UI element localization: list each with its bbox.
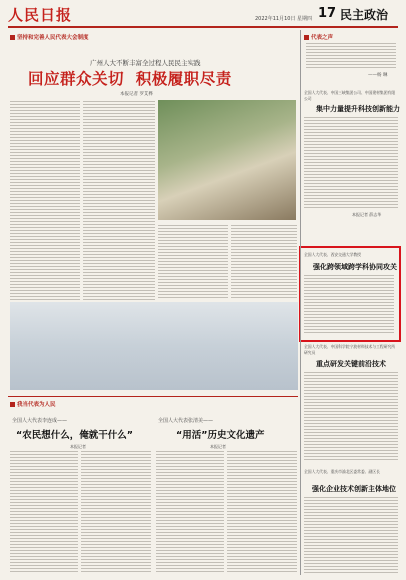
page-title: 民主政治: [340, 8, 389, 22]
bottom1-byline: 本报记者: [70, 444, 86, 449]
right-section-tag-text: 代表之声: [311, 35, 334, 41]
city-skyline-photo: [10, 302, 298, 390]
bottom-section-tag-text: 我当代表为人民: [17, 402, 56, 408]
newspaper-logo: 人民日报: [8, 6, 73, 24]
bottom-rule: [8, 396, 298, 397]
column-divider: [300, 30, 301, 575]
article3-kicker: 全国人大代表、中国科学院宁波材料技术与工程研究所研究员: [304, 344, 396, 355]
article1-title: 集中力量提升科技创新能力: [316, 105, 400, 113]
bottom2-kicker: 全国人大代表张清美——: [158, 418, 214, 424]
section-marker-icon: [10, 402, 15, 407]
main-body-col1: [10, 100, 80, 300]
bottom2-title: “用活”历史文化遗产: [176, 430, 265, 441]
article2-body: [304, 274, 394, 334]
quote-author: ——杨 琳: [368, 73, 388, 78]
right-section-tag: [304, 33, 333, 41]
page-number: 17: [318, 6, 337, 21]
article3-title: 重点研发关键前沿技术: [316, 360, 386, 368]
bottom2-byline: 本报记者: [210, 444, 226, 449]
article2-title: 强化跨领域跨学科协同攻关: [313, 263, 397, 271]
main-byline: 本报记者 罗艾桦: [120, 92, 153, 97]
article4-kicker: 全国人大代表、重庆市渝北区委常委、副区长: [304, 469, 380, 474]
article3-body: [304, 371, 398, 461]
article4-title: 强化企业技术创新主体地位: [312, 485, 396, 493]
main-headline: 回应群众关切 积极履职尽责: [28, 70, 232, 88]
issue-date: 2022年11月10日 星期四: [255, 16, 313, 22]
main-section-tag-text: 坚持和完善人民代表大会制度: [17, 35, 89, 41]
bottom1-body-col1: [10, 450, 78, 574]
article4-body: [304, 496, 398, 574]
section-marker-icon: [304, 35, 309, 40]
main-photo: [158, 100, 296, 220]
bottom-section-tag: [10, 400, 56, 408]
article2-kicker: 全国人大代表、西安交通大学教授: [304, 252, 361, 257]
article1-body: [304, 116, 398, 208]
bottom2-body-col1: [156, 450, 224, 574]
main-body-col4: [231, 224, 297, 300]
bottom2-body-col2: [227, 450, 297, 574]
quote-body: [306, 42, 396, 70]
main-kicker: 广州人大不断丰富全过程人民民主实践: [90, 59, 201, 67]
section-marker-icon: [10, 35, 15, 40]
article1-byline: 本报记者 薛志华: [352, 212, 382, 217]
article1-kicker: 全国人大代表、中国三峡集团公司、中国建材集团有限公司: [304, 90, 396, 101]
main-section-tag: [10, 33, 89, 41]
bottom1-title: “农民想什么，俺就干什么”: [16, 430, 133, 441]
header-rule: [8, 26, 398, 28]
main-body-col2: [83, 100, 155, 300]
bottom1-kicker: 全国人大代表李连成——: [12, 418, 68, 424]
main-body-col3: [158, 224, 228, 300]
bottom1-body-col2: [81, 450, 151, 574]
